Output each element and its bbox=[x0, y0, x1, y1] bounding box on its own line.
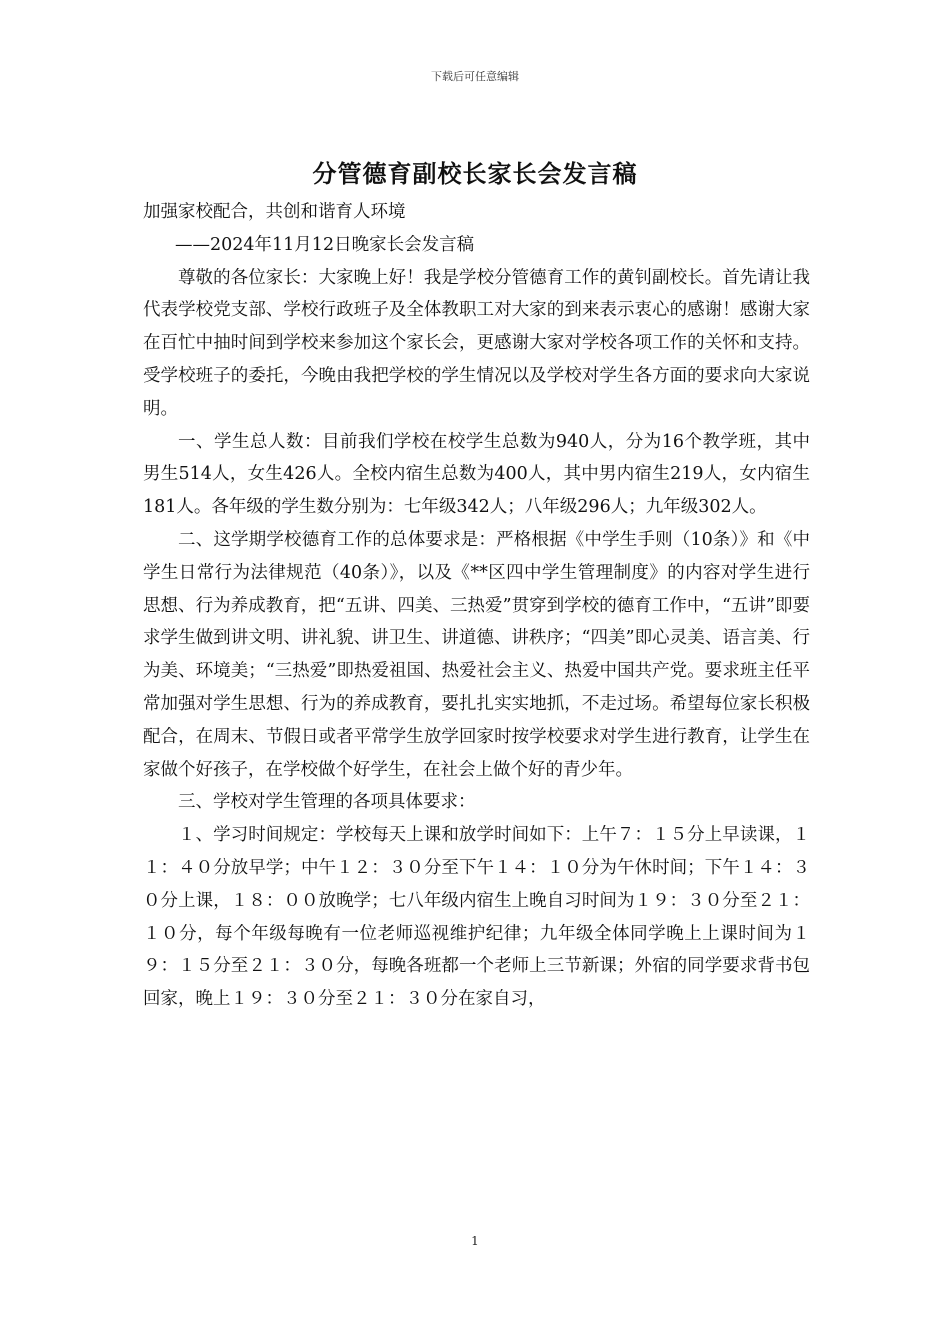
dateline: ——2024年11月12日晚家长会发言稿 bbox=[175, 234, 475, 255]
subtitle: 加强家校配合，共创和谐育人环境 bbox=[143, 202, 406, 222]
paragraph-study-time: １、学习时间规定：学校每天上课和放学时间如下：上午７：１５分上早读课，１１：４０分放早学；中午１２：３０分至下午１４：１０分为午休时间；下午１４：３０分上课，１８：００放晚学；七八年级内宿生上晚自习时间为１９：３０分至２１：１０分，每个年级每晚有一位老师巡视维护纪律；九年级全体同学晚上上课时间为１９：１５分至２１：３０分，每晚各班都一个老师上三节新课；外宿的同学要求背书包回家，晚上１９：３０分至２１：３０分在家自习， bbox=[143, 825, 810, 1010]
paragraph-student-count: 一、学生总人数：目前我们学校在校学生总数为940人，分为16个教学班，其中男生514人，女生426人。全校内宿生总数为400人，其中男内宿生219人，女内宿生181人。各年级的学生数分别为：七年级342人；八年级296人；九年级302人。 bbox=[143, 431, 810, 518]
paragraph-management-heading: 三、学校对学生管理的各项具体要求： bbox=[178, 792, 476, 813]
paragraph-greeting: 尊敬的各位家长：大家晚上好！我是学校分管德育工作的黄钊副校长。首先请让我代表学校党支部、学校行政班子及全体教职工对大家的到来表示衷心的感谢！感谢大家在百忙中抽时间到学校来参加这个家长会，更感谢大家对学校各项工作的关怀和支持。受学校班子的委托，今晚由我把学校的学生情况以及学校对学生各方面的要求向大家说明。 bbox=[143, 267, 810, 419]
document-body bbox=[143, 196, 810, 1016]
paragraph-moral-requirements: 二、这学期学校德育工作的总体要求是：严格根据《中学生手则（10条）》和《中学生日常行为法律规范（40条）》，以及《**区四中学生管理制度》的内容对学生进行思想、行为养成教育，把“五讲、四美、三热爱”贯穿到学校的德育工作中，“五讲”即要求学生做到讲文明、讲礼貌、讲卫生、讲道德、讲秩序；“四美”即心灵美、语言美、行为美、环境美；“三热爱”即热爱祖国、热爱社会主义、热爱中国共产党。要求班主任平常加强对学生思想、行为的养成教育，要扎扎实实地抓，不走过场。希望每位家长积极配合，在周末、节假日或者平常学生放学回家时按学校要求对学生进行教育，让学生在家做个好孩子，在学校做个好学生，在社会上做个好的青少年。 bbox=[143, 529, 810, 780]
page-number: 1 bbox=[471, 1234, 479, 1248]
header-note: 下载后可任意编辑 bbox=[431, 70, 519, 83]
document-title: 分管德育副校长家长会发言稿 bbox=[312, 159, 638, 188]
